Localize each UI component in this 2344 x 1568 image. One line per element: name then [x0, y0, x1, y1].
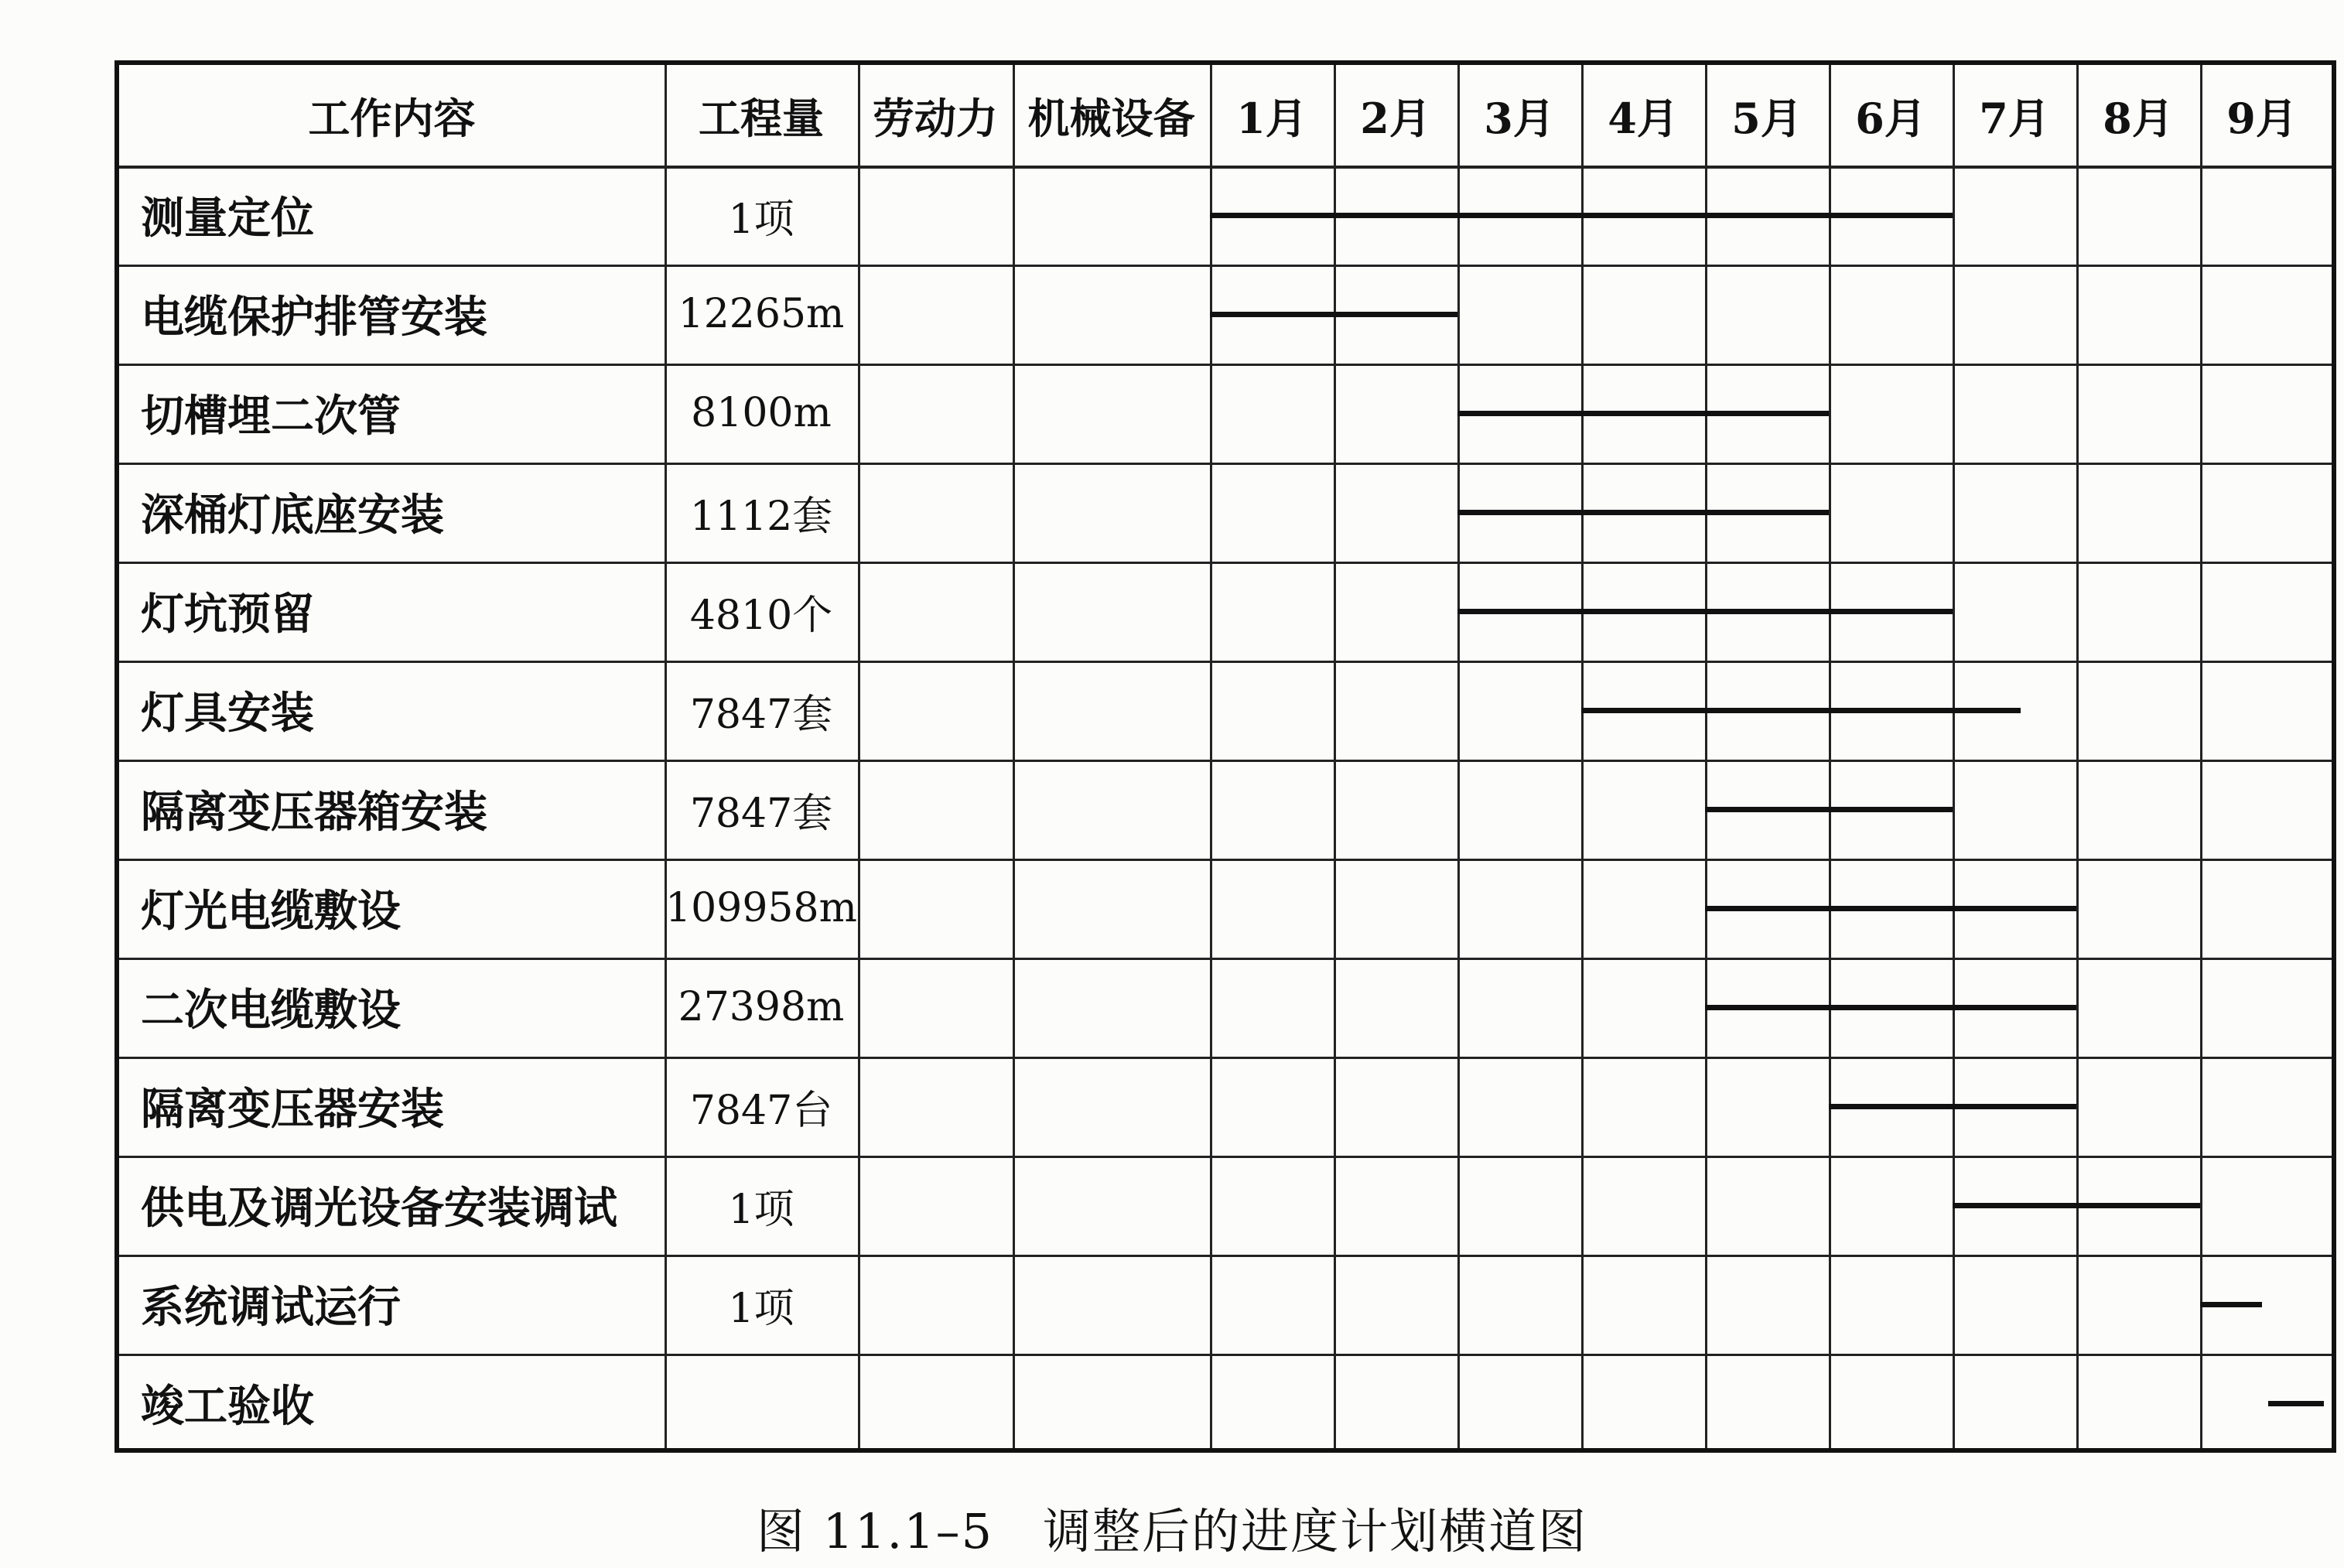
- task-quantity: 7847台: [689, 1087, 833, 1134]
- task-name: 切槽埋二次管: [141, 391, 401, 442]
- schedule-bar: [1705, 807, 1953, 812]
- month-divider: [1953, 65, 1955, 1448]
- figure-caption: 图 11.1–5 调整后的进度计划横道图: [756, 1503, 1588, 1559]
- task-quantity: 1项: [728, 1285, 794, 1332]
- task-quantity: 1项: [728, 196, 794, 243]
- month-header: 6月: [1855, 93, 1926, 143]
- schedule-bar: [1829, 1104, 2076, 1109]
- schedule-bar: [2268, 1401, 2324, 1406]
- task-quantity: 27398m: [678, 984, 845, 1030]
- month-divider: [1829, 65, 1831, 1448]
- task-name: 灯坑预留: [141, 589, 314, 640]
- month-divider: [2076, 65, 2079, 1448]
- schedule-bar: [1581, 708, 2021, 713]
- task-name: 隔离变压器箱安装: [141, 787, 487, 838]
- task-quantity: [665, 1354, 858, 1453]
- task-name: 隔离变压器安装: [141, 1084, 444, 1135]
- column-divider: [1013, 65, 1015, 1448]
- schedule-bar: [1705, 1005, 2076, 1010]
- schedule-bar: [1457, 510, 1829, 515]
- month-divider: [1705, 65, 1707, 1448]
- task-quantity: 109958m: [665, 885, 857, 931]
- month-divider: [1457, 65, 1460, 1448]
- task-name: 供电及调光设备安装调试: [141, 1183, 617, 1234]
- month-header: 3月: [1484, 93, 1555, 143]
- task-name: 深桶灯底座安装: [141, 490, 444, 541]
- schedule-bar: [1953, 1203, 2200, 1208]
- month-header: 7月: [1979, 93, 2050, 143]
- task-name: 竣工验收: [141, 1381, 314, 1432]
- month-header: 2月: [1360, 93, 1431, 143]
- task-quantity: 7847套: [689, 790, 833, 837]
- schedule-bar: [1210, 213, 1953, 218]
- task-quantity: 7847套: [689, 691, 833, 738]
- task-name: 电缆保护排管安装: [141, 292, 487, 343]
- column-header: 劳动力: [873, 93, 998, 143]
- month-header: 5月: [1731, 93, 1802, 143]
- task-quantity: 1112套: [689, 493, 833, 540]
- task-quantity: 4810个: [689, 592, 833, 639]
- column-header: 工作内容: [308, 93, 476, 143]
- month-divider: [2200, 65, 2202, 1448]
- task-quantity: 1项: [728, 1186, 794, 1233]
- task-name: 测量定位: [141, 193, 314, 244]
- column-divider: [858, 65, 860, 1448]
- schedule-bar: [1457, 411, 1829, 416]
- schedule-bar: [1210, 312, 1457, 317]
- month-divider: [1334, 65, 1336, 1448]
- schedule-bar: [2200, 1302, 2262, 1307]
- gantt-chart: [114, 60, 2336, 1453]
- month-divider: [1581, 65, 1584, 1448]
- column-header: 工程量: [699, 93, 824, 143]
- task-quantity: 8100m: [691, 390, 832, 436]
- task-name: 二次电缆敷设: [141, 985, 401, 1036]
- schedule-bar: [1457, 609, 1953, 614]
- schedule-bar: [1705, 906, 2076, 911]
- month-header: 1月: [1236, 93, 1307, 143]
- month-header: 8月: [2103, 93, 2174, 143]
- task-quantity: 12265m: [678, 291, 845, 337]
- column-divider: [1210, 65, 1212, 1448]
- month-header: 4月: [1608, 93, 1679, 143]
- month-header: 9月: [2226, 93, 2298, 143]
- task-name: 灯光电缆敷设: [141, 886, 401, 937]
- task-name: 系统调试运行: [141, 1282, 401, 1333]
- column-header: 机械设备: [1027, 93, 1195, 143]
- task-name: 灯具安装: [141, 688, 314, 739]
